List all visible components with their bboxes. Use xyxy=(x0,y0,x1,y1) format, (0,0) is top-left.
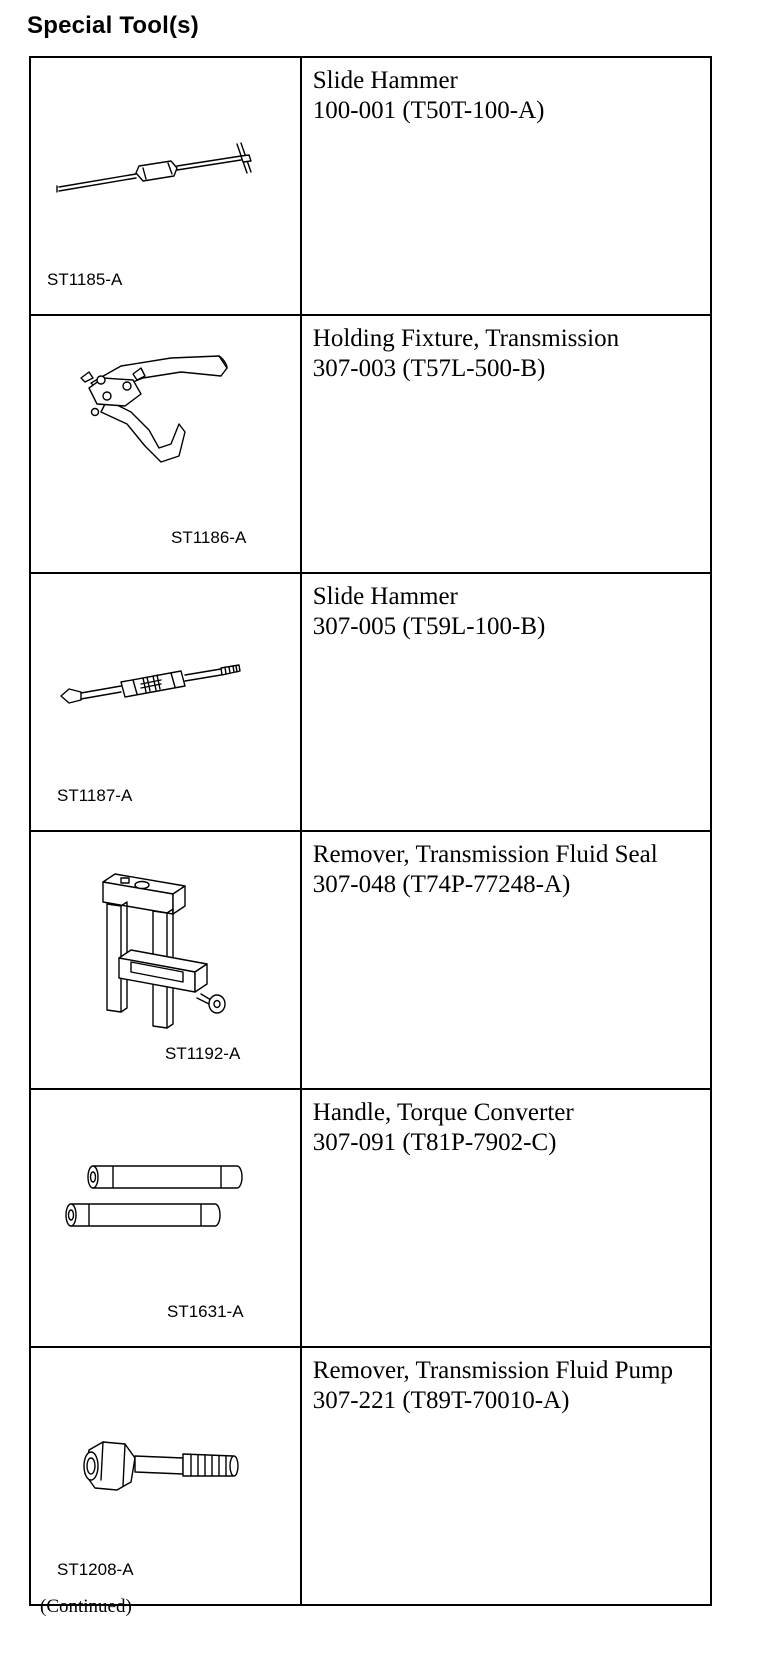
tool-part-number: 307-003 (T57L-500-B) xyxy=(312,355,546,382)
tool-illustration-cell xyxy=(30,573,301,831)
tool-name: Remover, Transmission Fluid Pump xyxy=(312,1357,673,1384)
tool-description-cell xyxy=(301,831,711,1089)
table-row xyxy=(30,315,711,573)
tool-description-cell xyxy=(301,1347,711,1605)
table-row xyxy=(30,1347,711,1605)
tool-illustration-cell xyxy=(30,831,301,1089)
holding-fixture-icon xyxy=(31,316,301,572)
continued-note: (Continued) xyxy=(40,1596,132,1617)
figure-code: ST1187-A xyxy=(57,786,133,805)
special-tools-table xyxy=(29,56,712,1606)
tool-illustration-cell xyxy=(30,1347,301,1605)
tool-illustration-cell xyxy=(30,57,301,315)
tool-part-number: 307-005 (T59L-100-B) xyxy=(312,613,546,640)
tool-illustration-cell xyxy=(30,315,301,573)
figure-code: ST1631-A xyxy=(167,1302,244,1321)
tool-description-cell xyxy=(301,315,711,573)
tool-part-number: 307-048 (T74P-77248-A) xyxy=(312,871,571,898)
converter-handle-icon xyxy=(31,1090,301,1346)
figure-code: ST1192-A xyxy=(165,1044,241,1063)
tool-part-number: 100-001 (T50T-100-A) xyxy=(312,97,545,124)
figure-code: ST1186-A xyxy=(171,528,247,547)
tool-name: Remover, Transmission Fluid Seal xyxy=(312,841,658,868)
tool-description-cell xyxy=(301,573,711,831)
tool-part-number: 307-221 (T89T-70010-A) xyxy=(312,1387,570,1414)
tool-name: Slide Hammer xyxy=(312,67,458,94)
tool-part-number: 307-091 (T81P-7902-C) xyxy=(312,1129,557,1156)
tool-description-cell xyxy=(301,1089,711,1347)
table-row xyxy=(30,57,711,315)
tool-name: Slide Hammer xyxy=(312,583,458,610)
figure-code: ST1185-A xyxy=(47,270,123,289)
tool-description-cell xyxy=(301,57,711,315)
page-title: Special Tool(s) xyxy=(27,12,199,39)
figure-code: ST1208-A xyxy=(57,1560,134,1579)
tool-name: Holding Fixture, Transmission xyxy=(312,325,620,352)
tool-illustration-cell xyxy=(30,1089,301,1347)
tool-name: Handle, Torque Converter xyxy=(312,1099,574,1126)
table-row xyxy=(30,573,711,831)
table-row xyxy=(30,1089,711,1347)
table-row xyxy=(30,831,711,1089)
